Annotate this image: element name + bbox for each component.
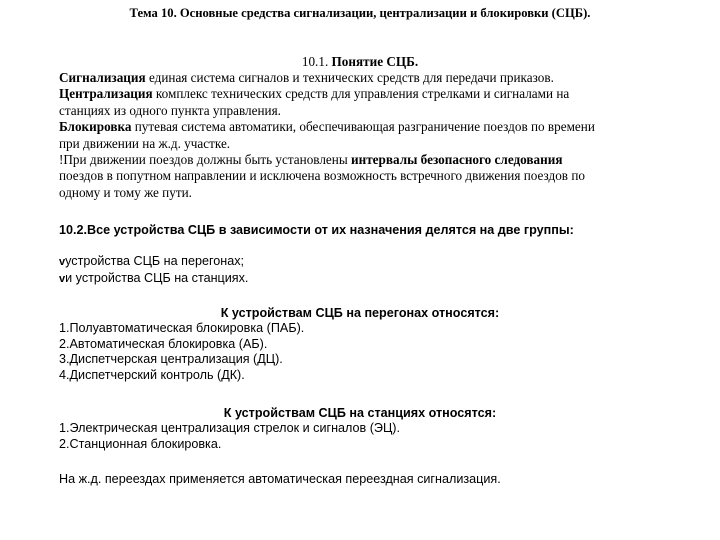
definition-blocking [59,119,679,135]
list-item: 3.Диспетчерская централизация (ДЦ). [59,352,283,367]
list-item: 4.Диспетчерский контроль (ДК). [59,367,245,382]
list-item [59,254,248,271]
definition-text: единая система сигналов и технических средств для передачи приказов. [145,70,554,85]
list-item: 1.Электрическая централизация стрелок и сигналов (ЭЦ). [59,421,400,435]
interval-term: интервалы безопасного следования [351,152,563,168]
interval-text-continued: одному и тому же пути. [59,184,192,200]
page-title: Тема 10. Основные средства сигнализации, централизации и блокировки (СЦБ). [129,6,591,20]
groups-list [59,254,248,287]
interval-text: !При движении поездов должны быть установлены [59,152,351,168]
peregon-list [59,321,304,383]
definition-text-continued: при движении на ж.д. участке. [59,135,231,151]
section-heading [0,54,720,70]
definitions-block [59,70,679,201]
definition-centralization [59,86,679,102]
interval-paragraph [59,152,679,168]
list-item [59,271,248,288]
groups-heading: 10.2.Все устройства СЦБ в зависимости от их назначения делятся на две группы: [59,223,574,237]
definition-term: Блокировка [59,119,132,135]
list-item: 1.Полуавтоматическая блокировка (ПАБ). [59,321,305,335]
station-heading: К устройствам СЦБ на станциях относятся: [223,406,497,420]
definition-term: Централизация [59,86,153,102]
definition-text-continued: станциях из одного пункта управления. [59,102,281,118]
list-item-text: и устройства СЦБ на станциях. [65,270,249,285]
definition-signalization [59,70,679,86]
crossing-text: На ж.д. переездах применяется автоматическая переездная сигнализация. [59,472,501,486]
list-item-text: устройства СЦБ на перегонах; [65,254,245,268]
list-item: 2.Автоматическая блокировка (АБ). [59,336,268,351]
bullet-icon: v [59,256,66,268]
definition-text: путевая система автоматики, обеспечивающая разграничение поездов по времени [131,119,595,135]
list-item: 2.Станционная блокировка. [59,436,222,451]
interval-text-continued: поездов в попутном направлении и исключена возможность встречного движения поездов по [59,168,585,184]
definition-text: комплекс технических средств для управления стрелками и сигналами на [152,86,570,102]
definition-term: Сигнализация [59,70,146,85]
station-list [59,421,400,452]
bullet-icon: v [59,272,66,285]
section-name: Понятие СЦБ. [331,54,419,69]
peregon-heading: К устройствам СЦБ на перегонах относятся: [220,306,500,320]
section-number: 10.1. [301,54,329,69]
